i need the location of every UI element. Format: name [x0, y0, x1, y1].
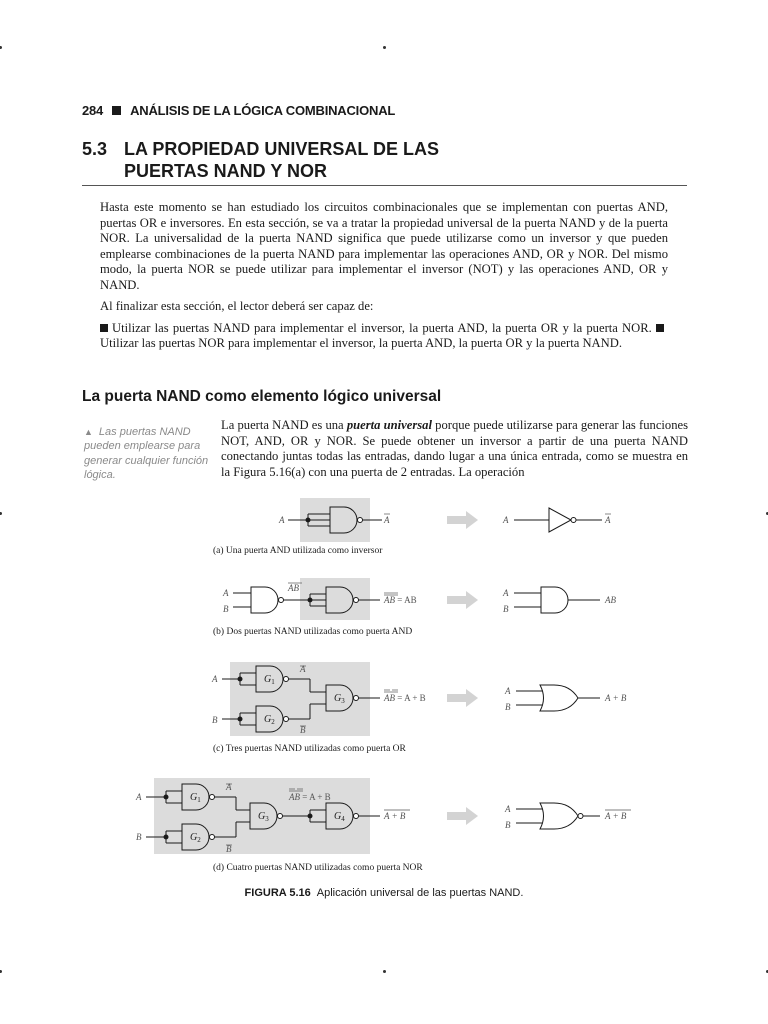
objective-item: Utilizar las puertas NOR para implementar el inversor, la puerta AND, la puerta OR y la puerta NAND.	[100, 336, 622, 350]
margin-note	[84, 425, 218, 482]
g3-output-expression: AB = A + B	[289, 792, 331, 802]
label-b: B	[136, 832, 142, 842]
gate-label-g2: $G_2$	[190, 832, 201, 844]
gate-label-g3: $G_3$	[258, 811, 269, 823]
body-text: La puerta NAND es una	[221, 418, 347, 432]
label-not-b: B	[300, 725, 306, 735]
objective-item: Utilizar las puertas NAND para implementar el inversor, la puerta AND, la puerta OR y la puerta NOR.	[112, 320, 652, 335]
equivalence-arrow-icon	[447, 807, 478, 825]
label-a: A	[212, 674, 218, 684]
label-b: B	[212, 715, 218, 725]
label-not-a: A	[300, 664, 306, 674]
inverter-gate	[502, 508, 611, 532]
figure-5-16	[0, 490, 768, 910]
label-nor-output: A + B	[384, 811, 406, 821]
figure-diagram	[0, 490, 768, 890]
body-text: porque puede utilizarse para generar las funciones NOT, AND, OR y NOR. Se puede obtener un inversor a partir de una puerta NAND conectando juntas todas las entradas, dando lugar a una única entrada, como se muestra en la Figura 5.16(a) con una puerta de 2 entradas. La operación	[221, 418, 688, 480]
header-square-icon	[112, 106, 121, 115]
bullet-icon	[100, 324, 108, 332]
label-a-plus-b: A + B	[605, 693, 627, 703]
registration-mark	[383, 970, 386, 973]
section-number: 5.3	[82, 139, 108, 159]
registration-mark	[383, 46, 386, 49]
section-intro	[100, 200, 668, 358]
section-title-line1: LA PROPIEDAD UNIVERSAL DE LAS	[124, 139, 440, 159]
and-gate	[502, 587, 616, 614]
output-expression: AB = AB	[384, 595, 417, 605]
label-not-a: A	[384, 515, 390, 525]
running-title: ANÁLISIS DE LA LÓGICA COMBINACIONAL	[130, 103, 396, 118]
subsection-title: La puerta NAND como elemento lógico universal	[82, 388, 442, 405]
label-b: B	[505, 820, 511, 830]
label-b: B	[503, 604, 509, 614]
equivalence-arrow-icon	[447, 511, 478, 529]
margin-note-text: Las puertas NAND pueden emplearse para generar cualquier función lógica.	[84, 426, 209, 481]
label-a: A	[223, 588, 229, 598]
or-gate	[504, 685, 627, 712]
objectives	[100, 321, 668, 352]
label-ab: AB	[605, 595, 616, 605]
bullet-icon	[656, 324, 664, 332]
panel-c	[211, 662, 627, 754]
gate-label-g1: $G_1$	[190, 792, 201, 804]
label-a: A	[503, 588, 509, 598]
gate-label-g1: $G_1$	[264, 674, 275, 686]
registration-mark	[0, 970, 2, 973]
label-not-a: A	[605, 515, 611, 525]
figure-caption-text: Aplicación universal de las puertas NAND.	[316, 887, 524, 899]
figure-caption	[0, 887, 768, 899]
panel-a	[213, 498, 611, 556]
equivalence-arrow-icon	[447, 591, 478, 609]
label-a: A	[505, 804, 511, 814]
gate-label-g4: $G_4$	[334, 811, 345, 823]
label-b: B	[223, 604, 229, 614]
label-a: A	[136, 792, 142, 802]
panel-d	[135, 778, 631, 873]
label-not-a: A	[226, 782, 232, 792]
panel-caption: (a) Una puerta AND utilizada como inversor	[213, 546, 383, 556]
label-b: B	[505, 702, 511, 712]
section-title-line2: PUERTAS NAND Y NOR	[124, 161, 328, 181]
equivalence-arrow-icon	[447, 689, 478, 707]
body-paragraph	[221, 418, 688, 481]
panel-b	[213, 578, 616, 637]
running-header	[82, 103, 395, 118]
label-a: A	[505, 686, 511, 696]
intro-paragraph: Al finalizar esta sección, el lector deberá ser capaz de:	[100, 299, 374, 313]
label-nor-output: A + B	[605, 811, 627, 821]
panel-caption: (c) Tres puertas NAND utilizadas como puerta OR	[213, 744, 406, 754]
panel-caption: (b) Dos puertas NAND utilizadas como puerta AND	[213, 627, 413, 637]
label-a: A	[503, 515, 509, 525]
figure-number: FIGURA 5.16	[244, 887, 311, 899]
nor-gate	[504, 803, 631, 830]
intro-paragraph: Hasta este momento se han estudiado los circuitos combinacionales que se implementan con puertas AND, puertas OR e inversores. En esta sección, se va a tratar la propiedad universal de la puerta NAND y de la puerta NOR. La universalidad de la puerta NAND significa que puede utilizarse como un inversor y que pueden emplearse combinaciones de la puerta NAND para implementar las operaciones AND, OR y NOR. Del mismo modo, la puerta NOR se puede utilizar para implementar el inversor (NOT) y las operaciones AND, OR y NAND.	[100, 200, 668, 292]
emphasis-term: puerta universal	[346, 418, 432, 432]
triangle-icon: ▲	[84, 427, 93, 437]
page-number: 284	[82, 103, 104, 118]
panel-caption: (d) Cuatro puertas NAND utilizadas como puerta NOR	[213, 863, 423, 873]
output-expression: AB = A + B	[384, 693, 426, 703]
label-not-b: B	[226, 844, 232, 854]
label-a: A	[279, 515, 285, 525]
label-not-ab: AB	[288, 583, 299, 593]
gate-label-g2: $G_2$	[264, 714, 275, 726]
gate-label-g3: $G_3$	[334, 693, 345, 705]
registration-mark	[0, 46, 2, 49]
section-title	[82, 138, 687, 186]
